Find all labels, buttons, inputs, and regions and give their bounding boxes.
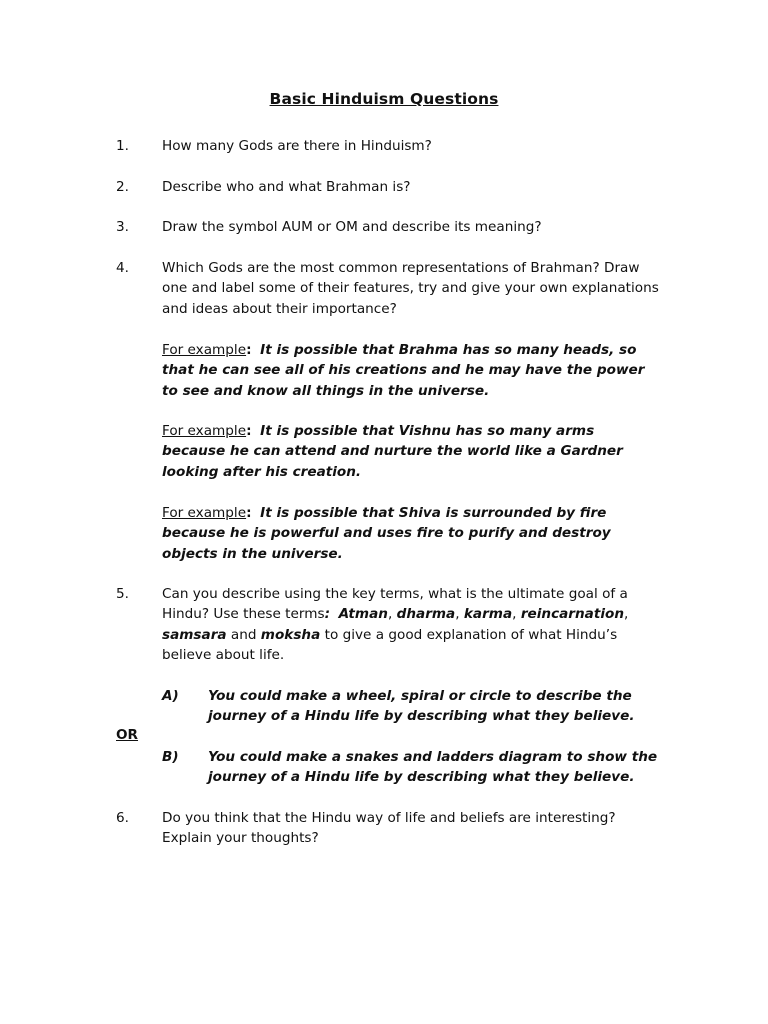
option-text: You could make a wheel, spiral or circle to describe the journey of a Hindu life by describing what they believe. [208,688,635,725]
question-number: 3. [116,219,129,235]
example-lead: For example [162,342,247,358]
key-term: Atman [338,606,388,623]
example-colon: : [246,505,252,521]
question-text: Which Gods are the most common representations of Brahman? Draw one and label some of their features, try and give your own explanations and ideas about their importance? [162,260,659,317]
key-term: moksha [260,626,321,643]
question-colon: : [324,606,330,623]
key-term: dharma [396,606,456,623]
question-text-part: to give a good explanation of what Hindu’s believe about life. [162,626,618,664]
example-text: It is possible that Shiva is surrounded by fire because he is powerful and uses fire to purify and destroy objects in the universe. [162,505,611,562]
option-a [162,686,662,727]
option-b [162,747,662,788]
question-2 [116,177,676,197]
question-6 [116,808,676,849]
question-text: How many Gods are there in Hinduism? [162,138,432,154]
key-term: karma [463,606,513,623]
term-separator: , [455,606,464,623]
option-letter: B) [162,749,179,765]
question-1 [116,136,676,156]
option-letter: A) [162,688,179,704]
example-shiva [162,503,662,564]
question-5 [116,584,676,666]
example-colon: : [246,342,252,358]
page-title: Basic Hinduism Questions [269,90,499,108]
example-text: It is possible that Vishnu has so many arms because he can attend and nurture the world like a Gardner looking after his creation. [162,423,623,480]
question-text-part: Can you describe using the key terms, what is the ultimate goal of a Hindu? Use these terms [162,586,628,623]
question-number: 2. [116,179,129,195]
example-lead: For example [162,505,247,521]
example-brahma [162,340,662,401]
question-text: Draw the symbol AUM or OM and describe its meaning? [162,219,542,235]
question-text: Describe who and what Brahman is? [162,179,411,195]
term-separator: , [512,606,521,623]
example-text: It is possible that Brahma has so many heads, so that he can see all of his creations and he may have the power to see and know all things in the universe. [162,342,645,399]
example-colon: : [246,423,252,439]
question-number: 4. [116,260,129,276]
question-4 [116,258,676,319]
example-vishnu [162,421,662,482]
question-number: 5. [116,586,129,602]
question-text: Do you think that the Hindu way of life and beliefs are interesting? Explain your thoughts? [162,810,616,847]
question-3 [116,217,676,237]
question-text [162,584,662,666]
or-label: OR [116,727,139,743]
example-lead: For example [162,423,247,439]
question-number: 1. [116,138,129,154]
option-text: You could make a snakes and ladders diagram to show the journey of a Hindu life by describing what they believe. [208,749,658,786]
term-separator: , [387,606,397,623]
question-number: 6. [116,810,129,826]
term-separator: , [624,606,629,623]
key-term: reincarnation [520,606,625,623]
term-separator: and [226,626,261,643]
key-term: samsara [162,626,227,643]
